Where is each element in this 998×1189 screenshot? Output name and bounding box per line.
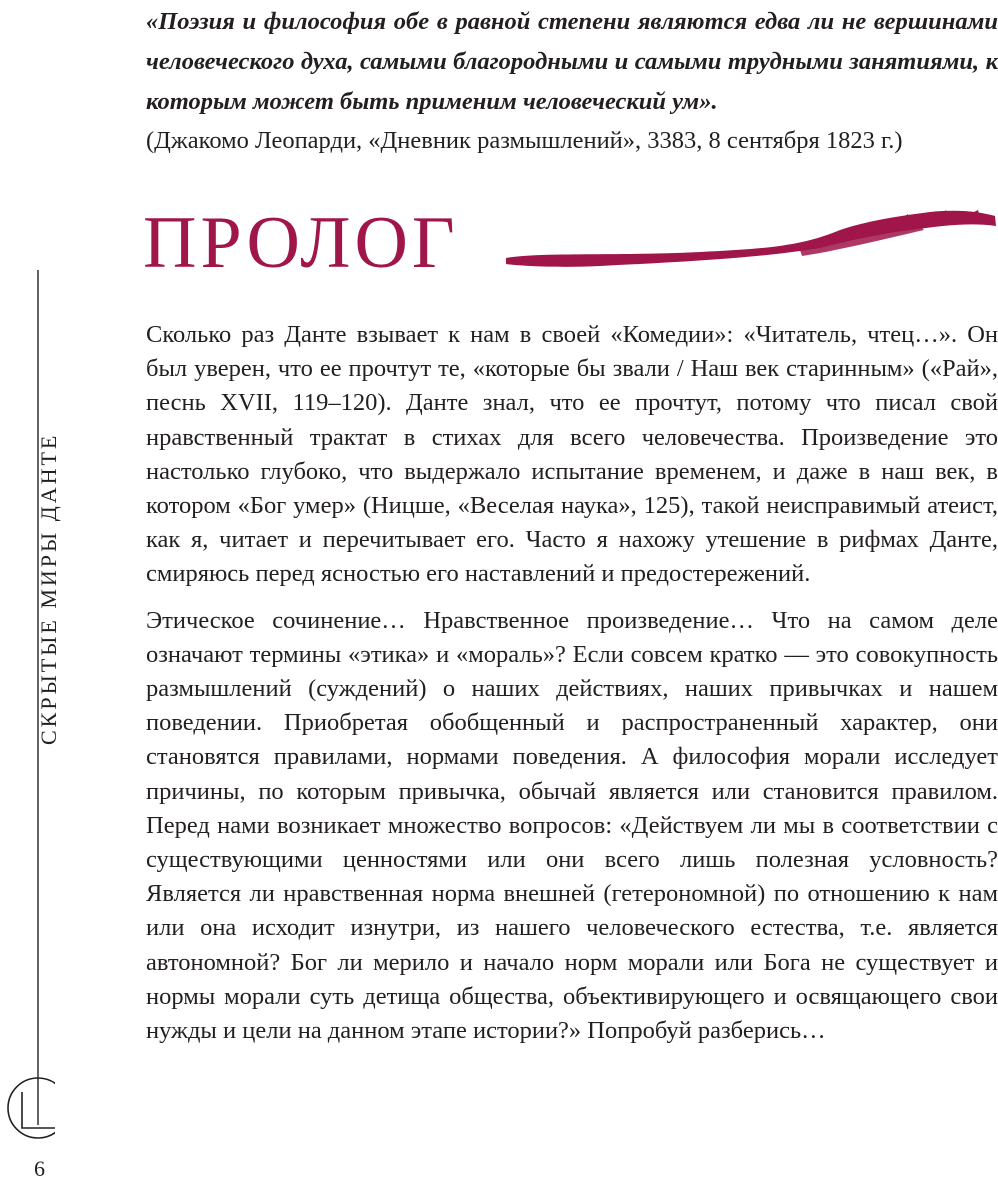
page-number: 6 [34, 1156, 45, 1181]
epigraph-source: (Джакомо Леопарди, «Дневник размышлений», 3383, 8 сентября 1823 г.) [146, 127, 903, 154]
epigraph-quote: «Поэзия и философия обе в равной степени являются едва ли не вершинами человеческого духа, самыми благородными и самыми трудными занятиями, к которым может быть применим человеческий ум». [146, 8, 998, 115]
running-book-title: СКРЫТЫЕ МИРЫ ДАНТЕ [36, 432, 61, 745]
running-head [0, 0, 61, 1189]
chapter-title: ПРОЛОГ [143, 202, 459, 284]
brush-stroke-ornament [500, 200, 998, 280]
paragraph-1: Сколько раз Данте взывает к нам в своей «Комедии»: «Читатель, чтец…». Он был уверен, что ее прочтут те, «которые бы звали / Наш век старинным» («Рай», песнь XVII, 119–120). Данте знал, что ее прочтут, потому что писал свой нравственный трактат в стихах для всего человечества. Произведение это настолько глубоко, что выдержало испытание временем, и даже в наш век, в котором «Бог умер» (Ницше, «Веселая наука», 125), такой неисправимый атеист, как я, читает и перечитывает его. Часто я нахожу утешение в рифмах Данте, смиряюсь перед ясностью его наставлений и предостережений. [146, 321, 998, 588]
paragraph-2: Этическое сочинение… Нравственное произведение… Что на самом деле означают термины «этика» и «мораль»? Если совсем кратко — это совокупность размышлений (суждений) о наших действиях, наших привычках и нашем поведении. Приобретая обобщенный и распространенный характер, они становятся правилами, нормами поведения. А философия морали исследует причины, по которым привычка, обычай является или становится правилом. Перед нами возникает множество вопросов: «Действуем ли мы в соответствии с существующими ценностями или они всего лишь полезная условность? Является ли нравственная норма внешней (гетерономной) по отношению к нам или она исходит изнутри, из нашего человеческого естества, т.е. является автономной? Бог ли мерило и начало норм морали или Бога не существует и нормы морали суть детища общества, объективирующего и освящающего свои нужды и цели на данном этапе истории?» Попробуй разберись… [146, 606, 998, 1045]
body-text [146, 318, 998, 1060]
